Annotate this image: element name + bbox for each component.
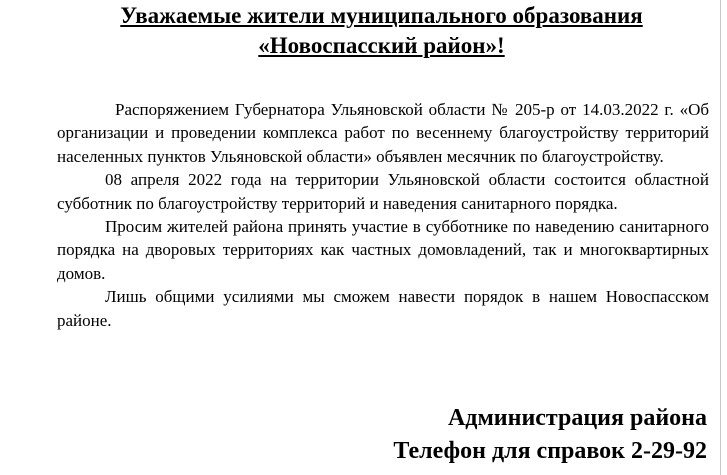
reference-phone: Телефон для справок 2-29-92 [393,438,707,464]
document-title-line-1: Уважаемые жители муниципального образования [120,3,643,28]
signature-administration: Администрация района [447,405,707,431]
paragraph-decree: Распоряжением Губернатора Ульяновской области № 205-р от 14.03.2022 г. «Об организации и проведении комплекса работ по весеннему благоустройству территорий населенных пунктов Ульяновской области» объявлен месячник по благоустройству. [57,100,709,166]
paragraph-subbotnik-date: 08 апреля 2022 года на территории Ульяновской области состоится областной субботник по благоустройству территорий и наведения санитарного порядка. [57,170,709,213]
paragraph-closing: Лишь общими усилиями мы сможем навести порядок в нашем Новоспасском районе. [57,287,709,330]
page-edge-divider [720,0,721,475]
document-title-line-2: «Новоспасский район»! [258,33,505,58]
paragraph-request: Просим жителей района принять участие в субботнике по наведению санитарного порядка на дворовых территориях как частных домовладений, так и многоквартирных домов. [57,217,709,283]
document-body [57,98,709,332]
